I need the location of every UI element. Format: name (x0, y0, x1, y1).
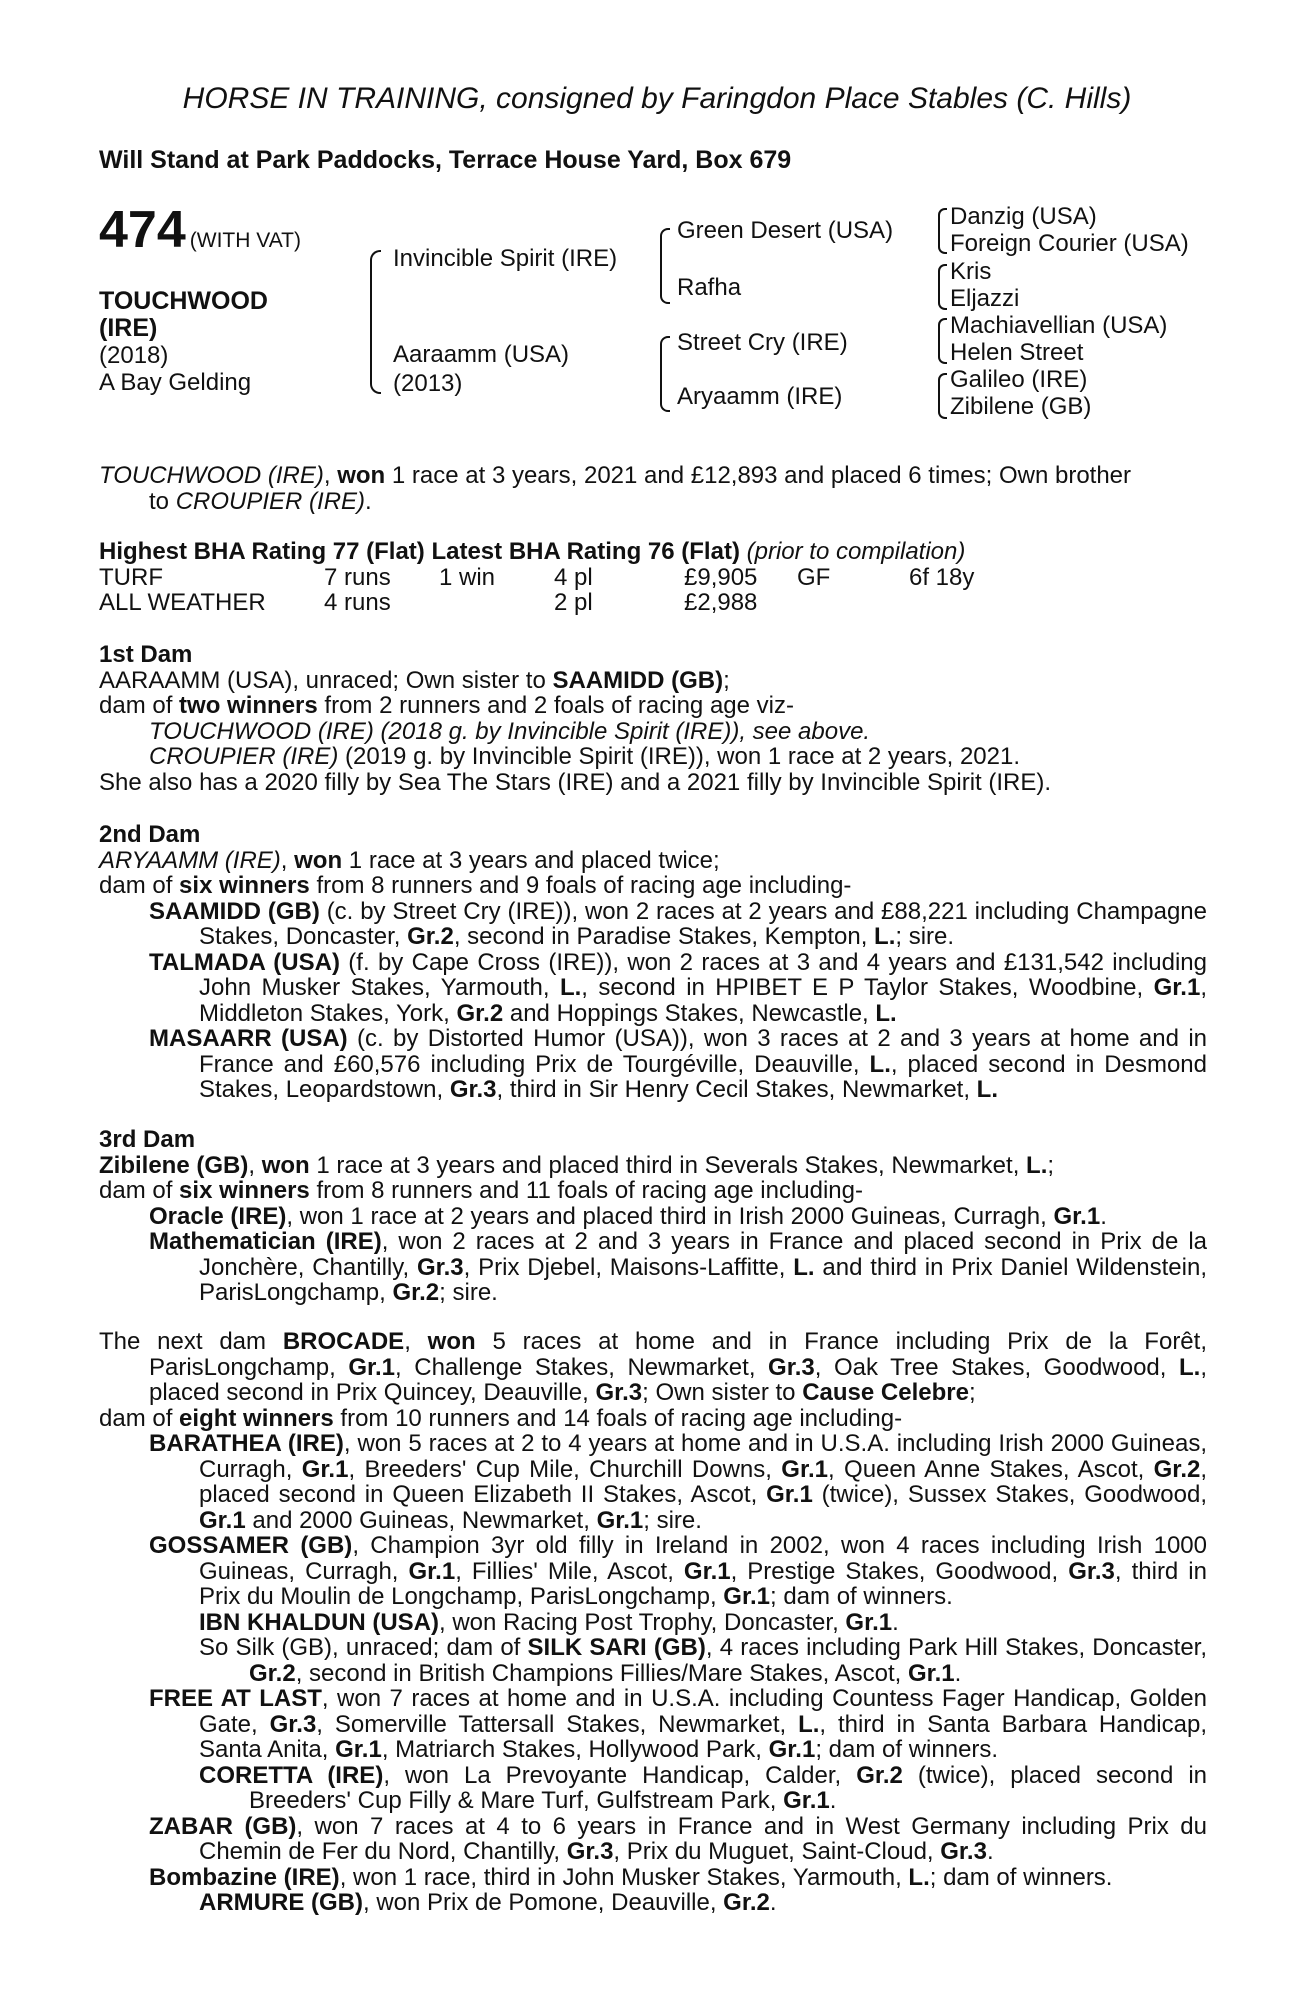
offspring-entry (99, 1533, 1207, 1610)
ratings-block (99, 539, 1207, 616)
text: Gr.3 (595, 1379, 643, 1406)
text: , (248, 1151, 262, 1179)
text: , Matriarch Stakes, Hollywood Park, (381, 1736, 769, 1763)
section-heading: 3rd Dam (99, 1126, 196, 1153)
text: CORETTA (IRE) (199, 1761, 384, 1789)
pedigree-ddd: Zibilene (GB) (950, 393, 1092, 420)
text: eight winners (179, 1404, 334, 1432)
text: ; (723, 666, 730, 694)
text: from 10 runners and 14 foals of racing age including- (333, 1404, 903, 1432)
text: (c. by Street Cry (IRE)), won 2 races at 2 years and £88,221 including Champagne Stakes, Doncaster, (199, 897, 1208, 950)
race-summary: TOUCHWOOD (IRE), won 1 race at 3 years, 2021 and £12,893 and placed 6 times; Own brother to CROUPIER (IRE). (99, 462, 1132, 515)
text: Gr.1 (766, 1481, 813, 1508)
offspring-entry (99, 1229, 1207, 1306)
text: and third in Prix Daniel Wildenstein, ParisLongchamp, (199, 1253, 1207, 1306)
text: The next dam (99, 1328, 283, 1355)
text: Gr.1 (845, 1608, 893, 1636)
text: ; Own sister to (642, 1379, 803, 1406)
text: IBN KHALDUN (USA) (199, 1608, 439, 1636)
text: ; sire. (895, 923, 955, 950)
cell-runs: 4 runs (324, 589, 391, 616)
text: . (1100, 1202, 1107, 1230)
text: won (427, 1328, 476, 1355)
pedigree-sds: Kris (950, 258, 992, 285)
text: six winners (179, 1177, 310, 1204)
horse-name: TOUCHWOOD (99, 287, 268, 315)
text: Gr.1 (1153, 974, 1201, 1001)
text: , Middleton Stakes, York, (199, 974, 1207, 1027)
text: ; sire. (643, 1506, 702, 1534)
text: ; sire. (439, 1279, 498, 1306)
text: Gr.1 (335, 1736, 382, 1763)
lot-number: 474 (99, 201, 186, 259)
text: GOSSAMER (GB) (149, 1532, 353, 1559)
text: (f. by Cape Cross (IRE)), won 2 races at 3 and 4 years and £131,542 including John Musker Stakes, Yarmouth, (199, 948, 1208, 1001)
offspring-entry (99, 1635, 1207, 1686)
text: , won 1 race at 2 years and placed third in Irish 2000 Guineas, Curragh, (286, 1202, 1054, 1230)
text: Gr.1 (1053, 1202, 1101, 1230)
text: Bombazine (IRE) (149, 1863, 340, 1891)
text: So Silk (GB), unraced; dam of (199, 1634, 528, 1661)
text: Gr.1 (907, 1659, 955, 1687)
cell-placed: 4 pl (554, 563, 593, 591)
brace-sire-dam (370, 250, 381, 394)
text: , Queen Anne Stakes, Ascot, (828, 1455, 1154, 1483)
offspring-entry: TOUCHWOOD (IRE) (2018 g. by Invincible Spirit (IRE)), see above. (149, 717, 871, 745)
text: L. (559, 974, 582, 1001)
text: Gr.2 (856, 1761, 903, 1789)
text: BARATHEA (IRE) (149, 1430, 344, 1457)
brace-g3 (938, 318, 947, 364)
text: (twice), Sussex Stakes, Goodwood, (812, 1481, 1208, 1508)
text: MASAARR (USA) (149, 1025, 348, 1052)
foals-note: She also has a 2020 filly by Sea The Stars (IRE) and a 2021 filly by Invincible Spirit (IRE). (99, 768, 1052, 796)
cell-distance (909, 590, 974, 616)
text: Gr.3 (566, 1838, 614, 1865)
text: AARAAMM (USA), unraced; Own sister to (99, 666, 553, 694)
text: . (769, 1889, 777, 1916)
text: L. (869, 1050, 891, 1078)
summary-text: 1 race at 3 years, 2021 and £12,893 and placed 6 times; Own brother (385, 462, 1132, 489)
cell-wins: 1 win (439, 563, 496, 591)
text: L. (976, 1076, 998, 1103)
pedigree-dam-year: (2013) (393, 370, 463, 397)
text: , Somerville Tattersall Stakes, Newmarket, (316, 1710, 799, 1738)
text: , second in British Champions Fillies/Mare Stakes, Ascot, (295, 1659, 908, 1687)
text: Gr.3 (768, 1353, 815, 1381)
text: L. (793, 1253, 815, 1281)
pedigree-ss: Green Desert (USA) (677, 217, 894, 244)
text: , placed second in Queen Elizabeth II Stakes, Ascot, (199, 1455, 1208, 1508)
text: L. (1179, 1353, 1201, 1381)
pedigree-dd: Aryaamm (IRE) (677, 383, 843, 410)
text: ; (968, 1379, 976, 1406)
text: Gr.1 (781, 1455, 828, 1483)
text: , second in HPIBET E P Taylor Stakes, Woodbine, (581, 974, 1154, 1001)
offspring-entry (99, 950, 1207, 1027)
text: Gr.1 (408, 1557, 456, 1585)
text: , Fillies' Mile, Ascot, (455, 1557, 684, 1585)
pedigree-sdd: Eljazzi (950, 285, 1020, 312)
text: , won Racing Post Trophy, Doncaster, (438, 1608, 846, 1636)
text: L. (1026, 1151, 1048, 1179)
text: and 2000 Guineas, Newmarket, (245, 1506, 597, 1534)
cell-surface: TURF (99, 563, 163, 591)
text: six winners (179, 872, 310, 899)
offspring-entry (99, 1204, 1207, 1230)
text: . (986, 1838, 994, 1865)
cell-runs: 7 runs (324, 563, 391, 591)
text: from 8 runners and 11 foals of racing age including- (309, 1177, 863, 1204)
text: Gr.1 (768, 1736, 816, 1763)
text: , Oak Tree Stakes, Goodwood, (814, 1353, 1179, 1381)
brace-g4 (938, 373, 947, 419)
text: dam of (99, 1404, 180, 1432)
offspring-entry (99, 1890, 1207, 1916)
horse-identity (99, 288, 268, 396)
ratings-table (99, 565, 974, 616)
text: Gr.1 (348, 1353, 396, 1381)
cell-going (797, 590, 909, 616)
text: , second in Paradise Stakes, Kempton, (453, 923, 875, 950)
cell-wins (439, 590, 554, 616)
horse-country: (IRE) (99, 314, 158, 342)
offspring-entry (99, 1814, 1207, 1865)
offspring-entry (99, 1865, 1207, 1891)
first-dam-section (99, 642, 1207, 795)
cell-distance: 6f 18y (909, 563, 975, 591)
text: , placed second in Desmond Stakes, Leopardstown, (199, 1050, 1207, 1103)
pedigree-dsd: Helen Street (950, 339, 1084, 366)
text: , third in Prix du Moulin de Longchamp, ParisLongchamp, (199, 1557, 1207, 1610)
section-heading: 1st Dam (99, 641, 193, 668)
text: SAAMIDD (GB) (149, 897, 320, 925)
summary-brother: CROUPIER (IRE) (175, 487, 366, 515)
table-row (99, 565, 974, 591)
cell-surface: ALL WEATHER (99, 589, 266, 616)
text: and Hoppings Stakes, Newcastle, (503, 999, 876, 1027)
text: 1 race at 3 years and placed twice; (342, 846, 720, 874)
text: ZABAR (GB) (149, 1812, 297, 1840)
text: , Champion 3yr old filly in Ireland in 2002, won 4 races including Irish 1000 Guineas, Curragh, (199, 1532, 1207, 1585)
third-dam-section (99, 1127, 1207, 1306)
text: , won 7 races at 4 to 6 years in France and in West Germany including Prix du Chemin de Fer du Nord, Chantilly, (199, 1812, 1207, 1865)
text: . (954, 1659, 962, 1687)
offspring-entry (99, 1610, 1207, 1636)
text: Gr.1 (301, 1455, 349, 1483)
text: ARYAAMM (IRE) (99, 846, 281, 874)
brace-g1 (938, 208, 947, 254)
text: , third in Sir Henry Cecil Stakes, Newmarket, (496, 1076, 977, 1103)
text: Cause Celebre (802, 1379, 969, 1406)
text: Gr.1 (596, 1506, 644, 1534)
text: Gr.2 (249, 1659, 296, 1687)
text: , (404, 1328, 428, 1355)
text: Gr.2 (407, 923, 454, 950)
pedigree-dam: Aaraamm (USA) (393, 341, 570, 368)
text: Gr.2 (392, 1279, 440, 1306)
text: Gr.2 (723, 1889, 770, 1916)
text: Mathematician (IRE) (149, 1228, 382, 1255)
text: ARMURE (GB) (199, 1889, 363, 1916)
text: Gr.3 (1068, 1557, 1115, 1585)
brace-dam-parents (660, 336, 670, 412)
text: ; dam of winners. (770, 1583, 953, 1610)
text: dam of (99, 692, 180, 719)
cell-prize: £2,988 (684, 589, 758, 616)
pedigree-sd: Rafha (677, 274, 742, 301)
text: from 2 runners and 2 foals of racing age viz- (317, 692, 794, 719)
text: L. (875, 999, 897, 1027)
offspring-entry (99, 1686, 1207, 1763)
text: Gr.3 (416, 1253, 464, 1281)
text: L. (798, 1710, 820, 1738)
text: (twice), placed second in Breeders' Cup Filly & Mare Turf, Gulfstream Park, (249, 1761, 1208, 1814)
ratings-title: Highest BHA Rating 77 (Flat) Latest BHA Rating 76 (Flat) (99, 538, 740, 565)
brace-g2 (938, 264, 947, 310)
cell-going: GF (797, 563, 831, 591)
text: dam of (99, 872, 180, 899)
pedigree-ssd: Foreign Courier (USA) (950, 230, 1189, 257)
text: L. (908, 1863, 930, 1891)
cell-prize: £9,905 (684, 563, 758, 591)
text: , won Prix de Pomone, Deauville, (362, 1889, 724, 1916)
stand-location: Will Stand at Park Paddocks, Terrace House Yard, Box 679 (99, 146, 792, 174)
brace-sire-parents (660, 228, 670, 304)
text: two winners (179, 692, 318, 719)
text: , Prix du Muguet, Saint-Cloud, (613, 1838, 941, 1865)
text: from 8 runners and 9 foals of racing age including- (309, 872, 852, 899)
text: Gr.3 (269, 1710, 317, 1738)
summary-end: . (365, 487, 372, 515)
text: , (280, 846, 295, 874)
text: , Challenge Stakes, Newmarket, (395, 1353, 769, 1381)
text: , 4 races including Park Hill Stakes, Doncaster, (705, 1634, 1208, 1661)
table-row (99, 590, 974, 616)
text: Gr.1 (199, 1506, 246, 1534)
pedigree-dds: Galileo (IRE) (950, 366, 1088, 393)
text: Gr.1 (723, 1583, 770, 1610)
text: dam of (99, 1177, 180, 1204)
text: (2019 g. by Invincible Spirit (IRE)), won 1 race at 2 years, 2021. (338, 743, 1020, 770)
text: won (261, 1151, 310, 1179)
pedigree-dss: Machiavellian (USA) (950, 312, 1168, 339)
text: Gr.2 (456, 999, 504, 1027)
offspring-entry (99, 1763, 1207, 1814)
text: ; dam of winners. (929, 1863, 1113, 1891)
horse-year: (2018) (99, 342, 169, 369)
lot-block (99, 201, 301, 259)
pedigree-ds: Street Cry (IRE) (677, 329, 848, 356)
text: , Breeders' Cup Mile, Churchill Downs, (348, 1455, 782, 1483)
text: , third in Santa Barbara Handicap, Santa Anita, (199, 1710, 1207, 1763)
text: , won 5 races at 2 to 4 years at home and in U.S.A. including Irish 2000 Guineas, Curragh, (199, 1430, 1207, 1483)
text: , placed second in Prix Quincey, Deauville, (149, 1353, 1207, 1406)
pedigree-sire: Invincible Spirit (IRE) (393, 245, 618, 272)
text: Gr.3 (449, 1076, 497, 1103)
text: Gr.3 (940, 1838, 987, 1865)
text: , won 1 race, third in John Musker Stakes, Yarmouth, (339, 1863, 909, 1891)
text: , Prestige Stakes, Goodwood, (730, 1557, 1069, 1585)
offspring-entry (99, 1431, 1207, 1533)
text: Oracle (IRE) (149, 1202, 287, 1230)
text: Gr.2 (1153, 1455, 1201, 1483)
horse-description: A Bay Gelding (99, 369, 252, 396)
text: , won 7 races at home and in U.S.A. including Countess Fager Handicap, Golden Gate, (199, 1685, 1207, 1738)
summary-to: to (149, 487, 176, 515)
text: . (829, 1787, 837, 1814)
pedigree-sss: Danzig (USA) (950, 203, 1097, 230)
text: SILK SARI (GB) (527, 1634, 706, 1661)
text: , won La Prevoyante Handicap, Calder, (383, 1761, 857, 1789)
text: BROCADE (282, 1328, 405, 1355)
summary-won: won (337, 462, 386, 489)
text: . (892, 1608, 899, 1636)
text: Zibilene (GB) (99, 1151, 249, 1179)
text: won (294, 846, 343, 874)
text: , won 2 races at 2 and 3 years in France and placed second in Prix de la Jonchère, Chantilly, (199, 1228, 1207, 1281)
text: FREE AT LAST (149, 1685, 322, 1712)
text: Gr.1 (783, 1787, 830, 1814)
next-dam-section (99, 1329, 1207, 1916)
text: 5 races at home and in France including Prix de la Forêt, ParisLongchamp, (149, 1328, 1207, 1381)
text: CROUPIER (IRE) (149, 743, 339, 770)
text: 1 race at 3 years and placed third in Severals Stakes, Newmarket, (309, 1151, 1027, 1179)
vat-note: (WITH VAT) (189, 229, 301, 252)
text: ; (1047, 1151, 1055, 1179)
text: ; dam of winners. (815, 1736, 999, 1763)
offspring-entry (99, 899, 1207, 950)
text: (c. by Distorted Humor (USA)), won 3 races at 2 and 3 years at home and in France and £60,576 including Prix de Tourgéville, Deauville, (199, 1025, 1207, 1078)
summary-horse: TOUCHWOOD (IRE) (99, 462, 324, 489)
second-dam-section (99, 822, 1207, 1103)
text: SAAMIDD (GB) (552, 666, 724, 694)
text: Gr.1 (683, 1557, 731, 1585)
cell-placed: 2 pl (554, 589, 593, 616)
offspring-entry (99, 1026, 1207, 1103)
page-header: HORSE IN TRAINING, consigned by Faringdon Place Stables (C. Hills) (182, 82, 1132, 115)
text: , Prix Djebel, Maisons-Laffitte, (463, 1253, 794, 1281)
text: L. (874, 923, 896, 950)
next-dam-intro (99, 1329, 1207, 1406)
ratings-note: (prior to compilation) (746, 538, 966, 565)
section-heading: 2nd Dam (99, 821, 201, 848)
text: TALMADA (USA) (149, 948, 340, 976)
